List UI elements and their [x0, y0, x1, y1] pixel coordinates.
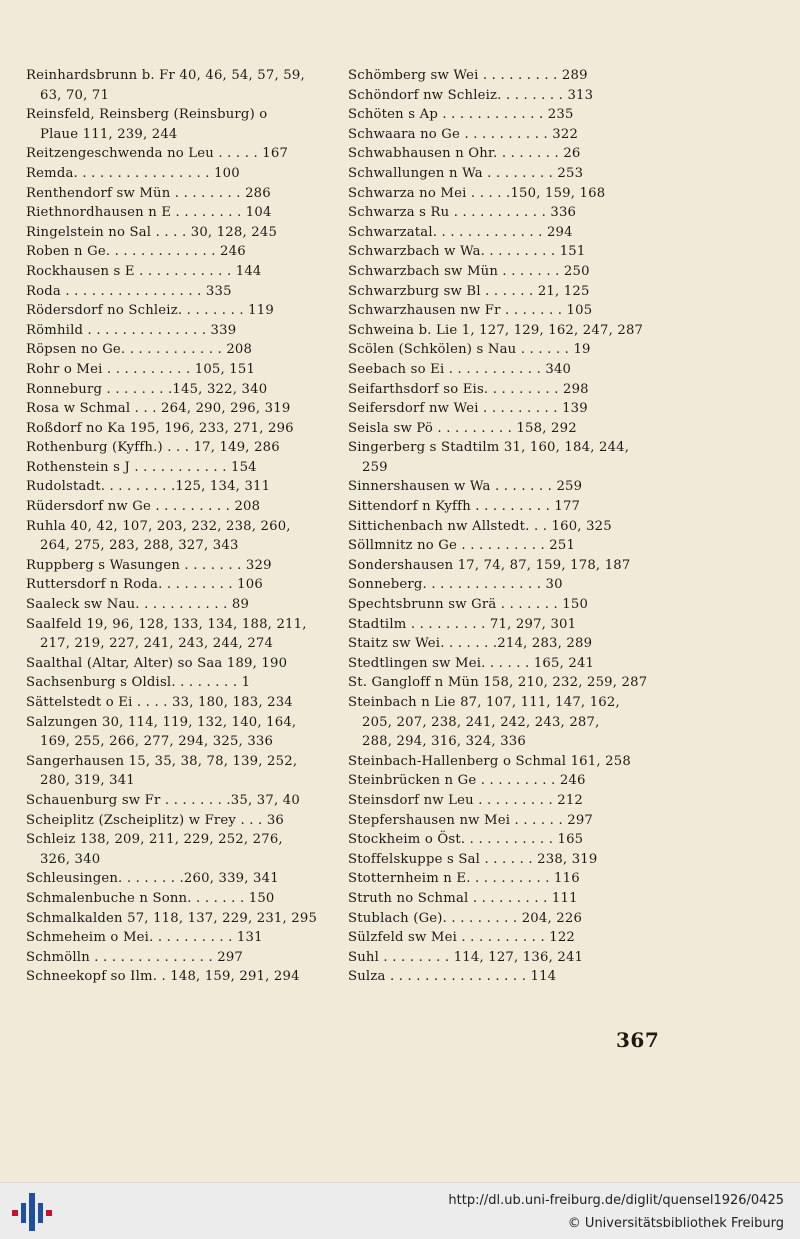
index-entry — [26, 380, 326, 400]
index-entry-line: Schwarzburg sw Bl . . . . . . 21, 125 — [348, 283, 590, 299]
index-entry-line: Ruppberg s Wasungen . . . . . . . 329 — [26, 557, 272, 573]
index-entry — [348, 340, 648, 360]
index-entry-line: St. Gangloff n Mün 158, 210, 232, 259, 287 — [348, 675, 648, 691]
index-entry-line: Rothenburg (Kyffh.) . . . 17, 149, 286 — [26, 440, 280, 456]
index-entry-line: Sülzfeld sw Mei . . . . . . . . . . 122 — [348, 930, 576, 946]
index-entry-line: Roßdorf no Ka 195, 196, 233, 271, 296 — [26, 420, 294, 436]
index-entry-line: Sittichenbach nw Allstedt. . . 160, 325 — [348, 518, 612, 534]
index-entry — [26, 928, 326, 948]
index-entry-line: Schmalenbuche n Sonn. . . . . . . 150 — [26, 890, 275, 906]
index-entry — [348, 262, 648, 282]
index-entry-line: Ringelstein no Sal . . . . 30, 128, 245 — [26, 224, 278, 240]
index-entry-continuation: 217, 219, 227, 241, 243, 244, 274 — [40, 636, 274, 652]
index-entry — [348, 438, 648, 477]
index-entry — [348, 615, 648, 635]
index-entry-line: Reitzengeschwenda no Leu . . . . . 167 — [26, 146, 289, 162]
index-entry — [348, 164, 648, 184]
index-entry-line: Schmeheim o Mei. . . . . . . . . . 131 — [26, 930, 263, 946]
index-entry-line: Ruttersdorf n Roda. . . . . . . . . 106 — [26, 577, 263, 593]
index-entry — [348, 321, 648, 341]
index-entry-line: Sättelstedt o Ei . . . . 33, 180, 183, 234 — [26, 695, 293, 710]
index-entry — [348, 575, 648, 595]
index-entry-line: Staitz sw Wei. . . . . . .214, 283, 289 — [348, 636, 593, 652]
index-entry-continuation: 205, 207, 238, 241, 242, 243, 287, — [362, 714, 600, 730]
index-entry-line: Schwaara no Ge . . . . . . . . . . 322 — [348, 126, 579, 142]
index-entry-line: Schwabhausen n Ohr. . . . . . . . 26 — [348, 146, 581, 162]
index-entry-line: Stublach (Ge). . . . . . . . . 204, 226 — [348, 910, 583, 926]
index-entry-line: Reinsfeld, Reinsberg (Reinsburg) o — [26, 107, 268, 123]
index-entry — [348, 477, 648, 497]
index-entry-line: Schöten s Ap . . . . . . . . . . . . 235 — [348, 107, 574, 123]
index-entry — [26, 66, 326, 105]
index-entry-line: Sulza . . . . . . . . . . . . . . . . 114 — [348, 969, 557, 985]
index-entry — [26, 517, 326, 556]
index-column-right — [348, 66, 648, 987]
index-entry-line: Stepfershausen nw Mei . . . . . . 297 — [348, 812, 594, 828]
index-entry-continuation: 259 — [362, 459, 388, 475]
index-entry-continuation: 169, 255, 266, 277, 294, 325, 336 — [40, 734, 274, 750]
index-entry-line: Rosa w Schmal . . . 264, 290, 296, 319 — [26, 401, 291, 417]
index-entry-line: Steinsdorf nw Leu . . . . . . . . . 212 — [348, 792, 584, 808]
index-entry — [26, 693, 326, 713]
index-entry-line: Saalfeld 19, 96, 128, 133, 134, 188, 211, — [26, 616, 307, 632]
index-entry-line: Schleusingen. . . . . . . .260, 339, 341 — [26, 871, 279, 887]
index-entry — [348, 850, 648, 870]
index-entry-line: Roda . . . . . . . . . . . . . . . . 335 — [26, 283, 232, 299]
index-entry-line: Schauenburg sw Fr . . . . . . . .35, 37, 40 — [26, 792, 300, 808]
index-entry — [348, 928, 648, 948]
index-entry-line: Schmalkalden 57, 118, 137, 229, 231, 295 — [26, 910, 318, 926]
index-entry-line: Schleiz 138, 209, 211, 229, 252, 276, — [26, 832, 283, 848]
index-entry — [348, 967, 648, 987]
index-entry — [26, 438, 326, 458]
index-entry-line: Sittendorf n Kyffh . . . . . . . . . 177 — [348, 499, 581, 515]
index-entry — [26, 497, 326, 517]
index-entry — [348, 771, 648, 791]
index-entry — [348, 948, 648, 968]
index-entry-continuation: 288, 294, 316, 324, 336 — [362, 734, 526, 750]
index-entry-line: Ruhla 40, 42, 107, 203, 232, 238, 260, — [26, 518, 291, 534]
index-entry — [26, 556, 326, 576]
index-entry-line: Schneekopf so Ilm. . 148, 159, 291, 294 — [26, 969, 300, 985]
index-entry — [26, 242, 326, 262]
index-entry-line: Schwarza no Mei . . . . .150, 159, 168 — [348, 185, 606, 201]
index-entry — [348, 909, 648, 929]
index-entry — [348, 105, 648, 125]
index-entry-line: Schwarzbach sw Mün . . . . . . . 250 — [348, 263, 590, 279]
index-entry-line: Seifersdorf nw Wei . . . . . . . . . 139 — [348, 401, 588, 417]
index-entry-line: Sachsenburg s Oldisl. . . . . . . . 1 — [26, 675, 251, 691]
index-entry — [348, 791, 648, 811]
index-entry-line: Rödersdorf no Schleiz. . . . . . . . 119 — [26, 303, 274, 319]
index-entry-line: Seisla sw Pö . . . . . . . . . 158, 292 — [348, 420, 577, 436]
index-entry — [26, 399, 326, 419]
index-entry-line: Reinhardsbrunn b. Fr 40, 46, 54, 57, 59, — [26, 68, 305, 83]
index-entry — [26, 948, 326, 968]
index-entry — [26, 869, 326, 889]
index-entry — [26, 144, 326, 164]
index-entry-line: Stadtilm . . . . . . . . . 71, 297, 301 — [348, 616, 577, 632]
index-entry-line: Salzungen 30, 114, 119, 132, 140, 164, — [26, 714, 297, 730]
index-entry-line: Stedtlingen sw Mei. . . . . . 165, 241 — [348, 655, 595, 671]
index-entry-line: Ronneburg . . . . . . . .145, 322, 340 — [26, 381, 268, 397]
index-entry-line: Seifarthsdorf so Eis. . . . . . . . . 298 — [348, 381, 589, 397]
index-entry-line: Sondershausen 17, 74, 87, 159, 178, 187 — [348, 557, 631, 573]
index-entry-line: Saalthal (Altar, Alter) so Saa 189, 190 — [26, 655, 288, 671]
index-entry — [348, 360, 648, 380]
index-entry-line: Spechtsbrunn sw Grä . . . . . . . 150 — [348, 597, 589, 613]
index-entry — [26, 673, 326, 693]
index-entry-continuation: 326, 340 — [40, 851, 101, 867]
index-entry — [26, 811, 326, 831]
index-entry — [348, 830, 648, 850]
index-entry — [348, 399, 648, 419]
index-entry-line: Stockheim o Öst. . . . . . . . . . . 165 — [348, 832, 584, 848]
index-entry — [348, 556, 648, 576]
index-entry-line: Schwarzbach w Wa. . . . . . . . . 151 — [348, 244, 586, 260]
index-entry — [348, 301, 648, 321]
index-entry — [26, 595, 326, 615]
index-entry-line: Schöndorf nw Schleiz. . . . . . . . 313 — [348, 87, 594, 103]
index-entry — [26, 164, 326, 184]
index-entry-line: Scheiplitz (Zscheiplitz) w Frey . . . 36 — [26, 812, 285, 828]
index-entry — [348, 673, 648, 693]
index-entry-line: Schwarzatal. . . . . . . . . . . . . 294 — [348, 224, 573, 240]
index-entry-line: Schweina b. Lie 1, 127, 129, 162, 247, 287 — [348, 322, 644, 338]
index-entry-line: Stoffelskuppe s Sal . . . . . . 238, 319 — [348, 851, 598, 867]
index-entry — [348, 693, 648, 752]
index-entry — [348, 223, 648, 243]
index-entry-line: Rothenstein s J . . . . . . . . . . . 154 — [26, 459, 257, 475]
index-entry — [26, 458, 326, 478]
index-entry — [348, 380, 648, 400]
index-entry-line: Steinbrücken n Ge . . . . . . . . . 246 — [348, 773, 586, 789]
index-entry-line: Scölen (Schkölen) s Nau . . . . . . 19 — [348, 342, 591, 358]
index-entry-line: Schmölln . . . . . . . . . . . . . . 297 — [26, 949, 244, 965]
index-entry — [26, 909, 326, 929]
index-entry-line: Roben n Ge. . . . . . . . . . . . . 246 — [26, 244, 246, 260]
index-entry-line: Stotternheim n E. . . . . . . . . . 116 — [348, 871, 580, 887]
index-entry — [348, 497, 648, 517]
index-entry — [26, 262, 326, 282]
index-entry-line: Rudolstadt. . . . . . . . .125, 134, 311 — [26, 479, 271, 495]
index-entry — [26, 419, 326, 439]
index-column-left — [26, 66, 326, 987]
index-entry — [348, 184, 648, 204]
index-entry-line: Renthendorf sw Mün . . . . . . . . 286 — [26, 185, 271, 201]
index-entry-line: Riethnordhausen n E . . . . . . . . 104 — [26, 205, 272, 221]
index-entry — [26, 360, 326, 380]
index-entry — [348, 125, 648, 145]
index-entry — [348, 536, 648, 556]
index-entry — [348, 811, 648, 831]
index-entry — [348, 144, 648, 164]
index-entry — [348, 517, 648, 537]
index-entry-line: Sangerhausen 15, 35, 38, 78, 139, 252, — [26, 753, 298, 769]
university-library-logo-icon — [12, 1191, 52, 1231]
index-entry — [26, 615, 326, 654]
index-entry — [348, 419, 648, 439]
index-entry-line: Steinbach n Lie 87, 107, 111, 147, 162, — [348, 695, 620, 710]
index-entry — [348, 86, 648, 106]
copyright-notice: © Universitätsbibliothek Freiburg — [567, 1216, 784, 1231]
index-entry — [26, 301, 326, 321]
index-entry — [348, 654, 648, 674]
index-entry-line: Sonneberg. . . . . . . . . . . . . . 30 — [348, 577, 563, 593]
index-entry-line: Rüdersdorf nw Ge . . . . . . . . . 208 — [26, 499, 261, 515]
index-entry — [348, 282, 648, 302]
index-entry — [26, 340, 326, 360]
index-entry-line: Römhild . . . . . . . . . . . . . . 339 — [26, 322, 237, 338]
index-entry-line: Remda. . . . . . . . . . . . . . . . 100 — [26, 165, 240, 181]
index-entry — [26, 654, 326, 674]
index-entry-line: Seebach so Ei . . . . . . . . . . . 340 — [348, 361, 572, 377]
index-entry — [26, 752, 326, 791]
viewer-footer — [0, 1182, 800, 1239]
index-entry-line: Rohr o Mei . . . . . . . . . . 105, 151 — [26, 361, 256, 377]
index-entry — [26, 184, 326, 204]
index-entry — [26, 791, 326, 811]
index-entry — [26, 203, 326, 223]
index-entry-line: Suhl . . . . . . . . 114, 127, 136, 241 — [348, 949, 584, 965]
index-entry — [26, 575, 326, 595]
index-entry-line: Struth no Schmal . . . . . . . . . 111 — [348, 890, 578, 906]
index-entry-line: Steinbach-Hallenberg o Schmal 161, 258 — [348, 753, 631, 769]
page-number: 367 — [616, 1028, 660, 1052]
index-entry-continuation: 63, 70, 71 — [40, 87, 110, 103]
index-entry-continuation: Plaue 111, 239, 244 — [40, 126, 178, 142]
index-entry-continuation: 264, 275, 283, 288, 327, 343 — [40, 538, 239, 554]
index-entry-line: Schömberg sw Wei . . . . . . . . . 289 — [348, 68, 588, 83]
index-entry — [348, 634, 648, 654]
index-entry — [26, 967, 326, 987]
index-entry-line: Schwarzhausen nw Fr . . . . . . . 105 — [348, 303, 593, 319]
index-entry-line: Schwallungen n Wa . . . . . . . . 253 — [348, 165, 584, 181]
index-entry — [26, 830, 326, 869]
index-entry — [26, 282, 326, 302]
index-entry — [348, 869, 648, 889]
index-entry — [348, 752, 648, 772]
index-entry-line: Schwarza s Ru . . . . . . . . . . . 336 — [348, 205, 577, 221]
index-entry — [348, 595, 648, 615]
index-entry — [26, 105, 326, 144]
index-entry-line: Söllmnitz no Ge . . . . . . . . . . 251 — [348, 538, 576, 554]
index-entry — [348, 203, 648, 223]
index-entry-line: Singerberg s Stadtilm 31, 160, 184, 244, — [348, 440, 630, 456]
index-entry — [26, 321, 326, 341]
index-entry — [348, 889, 648, 909]
index-entry — [26, 889, 326, 909]
index-entry — [26, 223, 326, 243]
index-entry — [26, 713, 326, 752]
index-entry — [348, 66, 648, 86]
index-entry-line: Rockhausen s E . . . . . . . . . . . 144 — [26, 263, 262, 279]
index-entry-continuation: 280, 319, 341 — [40, 773, 135, 789]
index-entry-line: Sinnershausen w Wa . . . . . . . 259 — [348, 479, 583, 495]
index-entry — [26, 477, 326, 497]
index-entry-line: Röpsen no Ge. . . . . . . . . . . . 208 — [26, 342, 253, 358]
index-entry — [348, 242, 648, 262]
document-url-link[interactable]: http://dl.ub.uni-freiburg.de/diglit/quensel1926/0425 — [448, 1193, 784, 1208]
index-entry-line: Saaleck sw Nau. . . . . . . . . . . 89 — [26, 597, 250, 613]
